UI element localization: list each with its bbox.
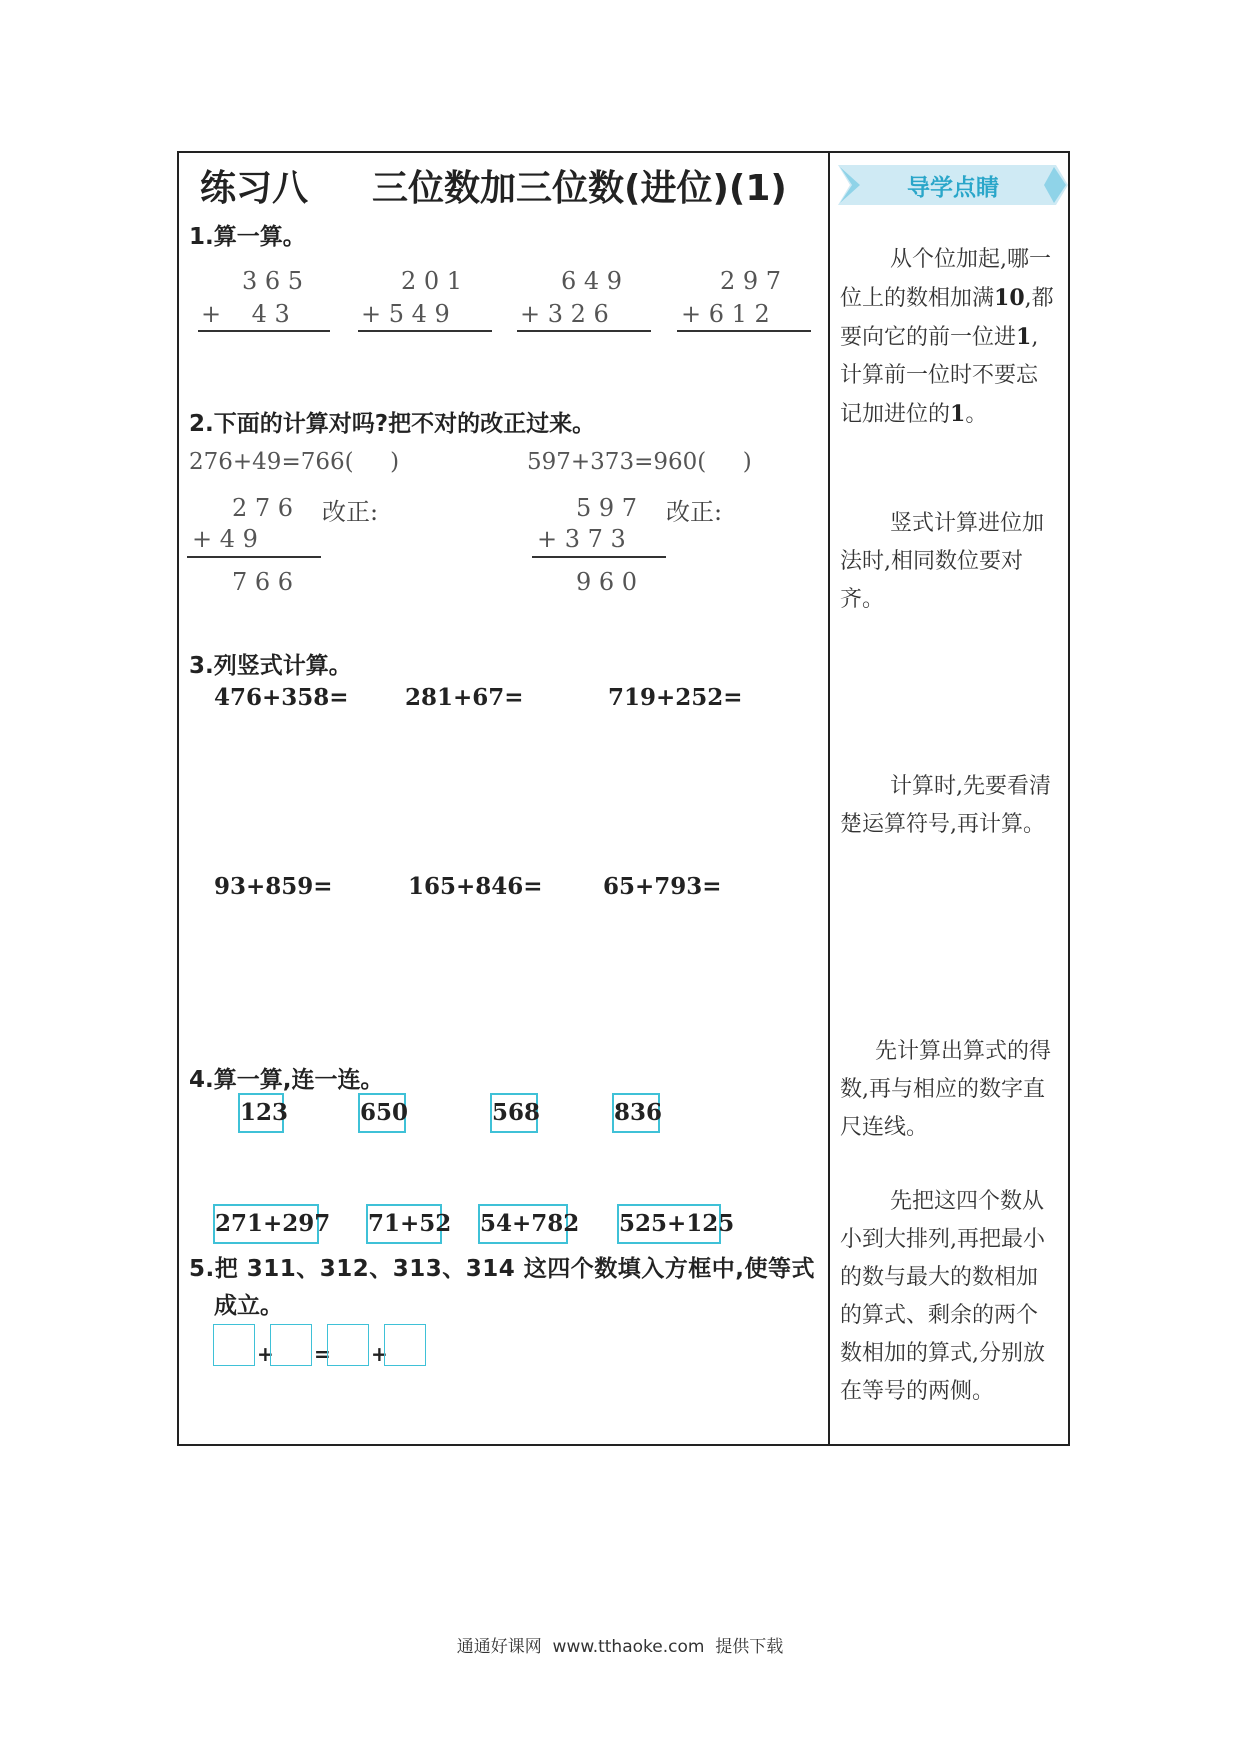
q1-p4-bottom: + 6 1 2: [681, 300, 770, 328]
q2-v1-rule: [187, 556, 321, 558]
q5-heading-line1: 5.把 311、312、313、314 这四个数填入方框中,使等式: [189, 1256, 816, 1282]
guide-banner: [838, 163, 1068, 207]
q1-p3-bottom: + 3 2 6: [520, 300, 609, 328]
q3-expr-1: 476+358=: [214, 684, 349, 711]
q4-answer-650[interactable]: 650: [358, 1093, 406, 1133]
q3-expr-5: 165+846=: [408, 873, 543, 900]
footer-credit: 通通好课网 www.tthaoke.com 提供下载: [456, 1637, 784, 1657]
tip-match: 先计算出算式的得数,再与相应的数字直尺连线。: [840, 1039, 1052, 1140]
q4-expr-54-782[interactable]: 54+782: [478, 1204, 568, 1244]
q4-answer-123[interactable]: 123: [238, 1093, 284, 1133]
q5-blank-4[interactable]: [384, 1324, 426, 1366]
q1-p4-top: 2 9 7: [720, 267, 782, 295]
q1-p2-rule: [358, 330, 492, 332]
q1-heading: 1.算一算。: [189, 224, 306, 250]
q5-blank-2[interactable]: [270, 1324, 312, 1366]
q4-expr-525-125[interactable]: 525+125: [617, 1204, 721, 1244]
q4-expr-71-52[interactable]: 71+52: [366, 1204, 442, 1244]
q5-plus-1: +: [257, 1342, 274, 1366]
q2-v1-bottom: + 4 9: [192, 525, 258, 553]
q5-heading-line2: 成立。: [214, 1293, 283, 1319]
q4-answer-836[interactable]: 836: [612, 1093, 660, 1133]
q5-blank-3[interactable]: [327, 1324, 369, 1366]
q5-plus-2: +: [371, 1342, 388, 1366]
q1-p3-rule: [517, 330, 651, 332]
q5-equals: =: [314, 1342, 331, 1366]
q1-p4-rule: [677, 330, 811, 332]
q2-equation-2: 597+373=960( ): [527, 449, 752, 475]
q5-blank-1[interactable]: [213, 1324, 255, 1366]
q2-v2-top: 5 9 7: [576, 494, 638, 522]
tip-carry-e: ,计算前一位时不要忘记加进位的: [840, 325, 1039, 427]
q2-equation-1: 276+49=766( ): [189, 449, 400, 475]
q1-p2-top: 2 0 1: [401, 267, 463, 295]
q1-p1-bottom: + 4 3: [201, 300, 290, 328]
q1-p1-rule: [198, 330, 330, 332]
tip-order: 先把这四个数从小到大排列,再把最小的数与最大的数相加的算式、剩余的两个数相加的算式,分别放在等号的两侧。: [840, 1189, 1045, 1404]
tip-carry-c: ,都要向它的前一位进: [840, 286, 1054, 350]
q2-v2-result: 9 6 0: [576, 568, 638, 596]
q3-expr-2: 281+67=: [405, 684, 524, 711]
q2-v1-top: 2 7 6: [232, 494, 294, 522]
q1-p2-bottom: + 5 4 9: [361, 300, 450, 328]
q1-p3-top: 6 4 9: [561, 267, 623, 295]
q2-v1-result: 7 6 6: [232, 568, 294, 596]
q2-v2-rule: [532, 556, 666, 558]
tip-carry-d: 1: [1016, 324, 1032, 350]
page-title: 三位数加三位数(进位)(1): [372, 168, 787, 209]
q4-answer-568[interactable]: 568: [490, 1093, 538, 1133]
tip-align: 竖式计算进位加法时,相同数位要对齐。: [840, 511, 1045, 612]
q2-v2-bottom: + 3 7 3: [537, 525, 626, 553]
q2-heading: 2.下面的计算对吗?把不对的改正过来。: [189, 411, 596, 437]
tip-carry-f: 1: [950, 401, 966, 427]
q4-heading: 4.算一算,连一连。: [189, 1067, 384, 1093]
q2-v1-correct-label: 改正:: [322, 498, 379, 526]
q3-expr-6: 65+793=: [603, 873, 722, 900]
tip-carry-b: 10: [994, 285, 1025, 311]
q3-expr-3: 719+252=: [608, 684, 743, 711]
q4-expr-271-297[interactable]: 271+297: [213, 1204, 319, 1244]
guide-banner-label: 导学点睛: [907, 175, 999, 201]
tip-carry: [840, 241, 1055, 434]
q1-p1-top: 3 6 5: [242, 267, 304, 295]
exercise-number: 练习八: [200, 168, 309, 209]
tip-operators: 计算时,先要看清楚运算符号,再计算。: [840, 774, 1051, 837]
q2-v2-correct-label: 改正:: [666, 498, 723, 526]
tip-carry-a: 从个位加起,哪一位上的数相加满: [840, 247, 1051, 311]
column-divider: [828, 151, 830, 1446]
tip-carry-g: 。: [965, 402, 988, 427]
q3-heading: 3.列竖式计算。: [189, 653, 352, 679]
q3-expr-4: 93+859=: [214, 873, 333, 900]
